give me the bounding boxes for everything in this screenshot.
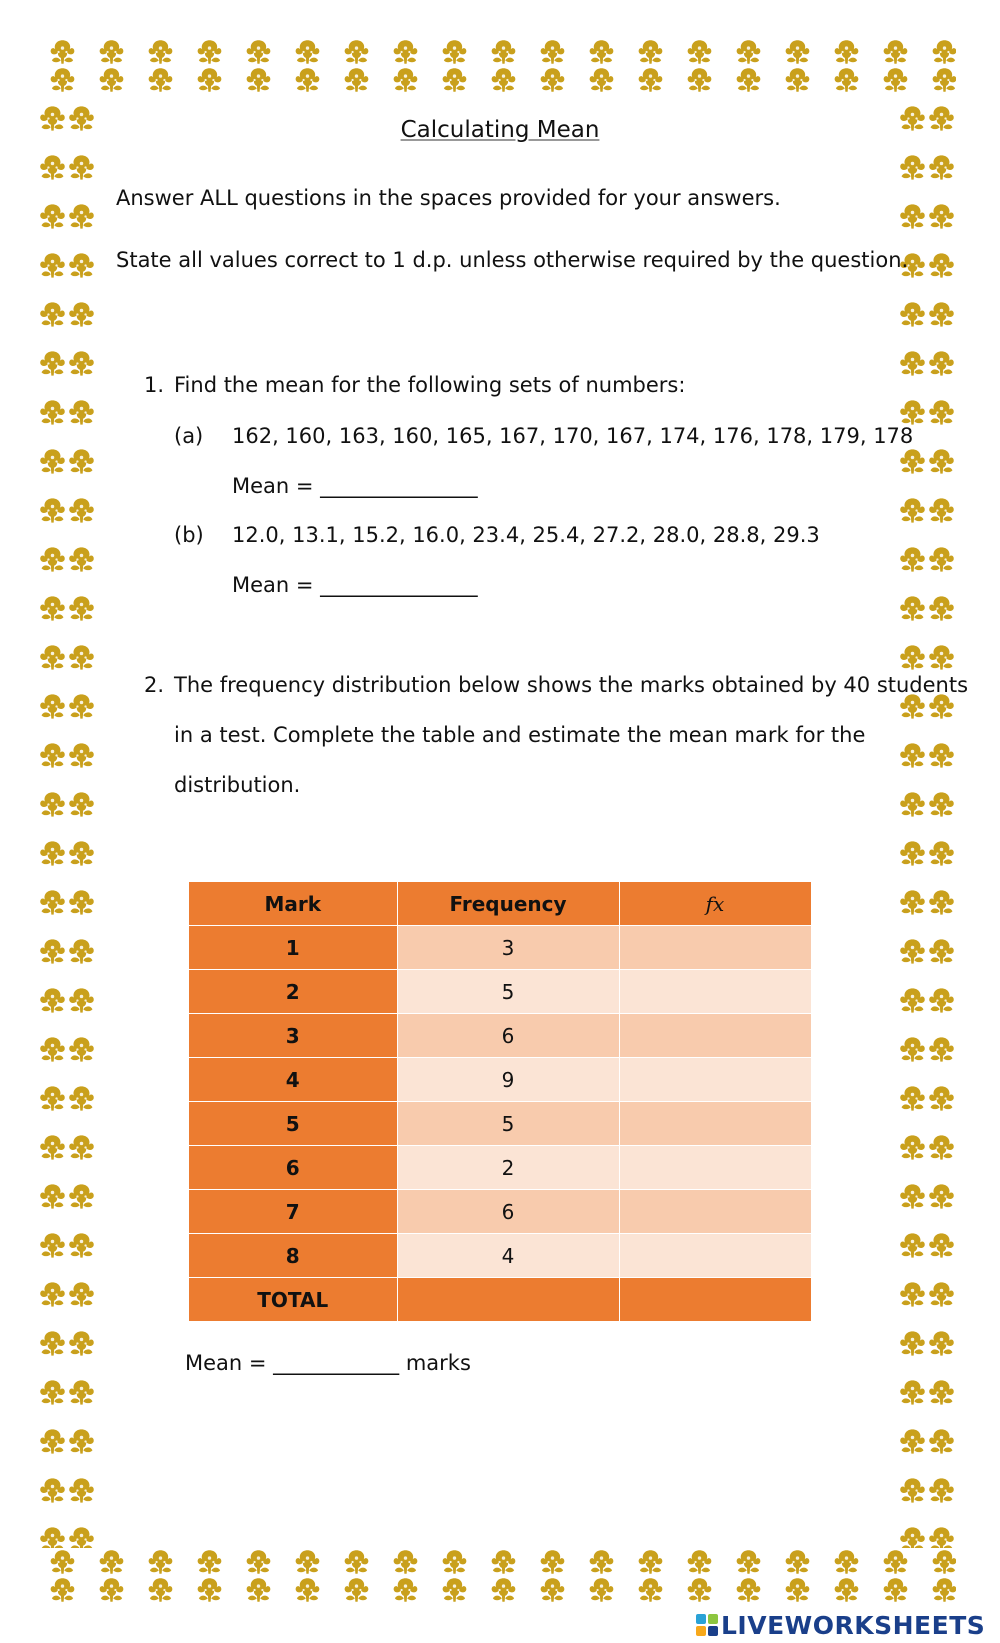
question-1-number: 1. xyxy=(144,373,165,397)
question-2-line-1: The frequency distribution below shows the marks obtained by 40 students xyxy=(174,673,969,697)
question-1b-label: (b) xyxy=(174,523,204,547)
mark-cell: 5 xyxy=(189,1102,397,1146)
frequency-cell: 9 xyxy=(397,1058,619,1102)
question-1-prompt: Find the mean for the following sets of numbers: xyxy=(174,373,686,397)
frequency-cell: 4 xyxy=(397,1234,619,1278)
frequency-cell: 3 xyxy=(397,926,619,970)
frequency-cell: 2 xyxy=(397,1146,619,1190)
frequency-cell: 6 xyxy=(397,1014,619,1058)
fx-cell[interactable] xyxy=(619,1146,811,1190)
decorative-border-left xyxy=(38,94,96,1548)
frequency-cell: 5 xyxy=(397,970,619,1014)
question-2-number: 2. xyxy=(144,673,165,697)
fx-cell[interactable] xyxy=(619,1102,811,1146)
total-frequency-cell[interactable] xyxy=(397,1278,619,1322)
fx-cell[interactable] xyxy=(619,1234,811,1278)
logo-text: LIVEWORKSHEETS xyxy=(721,1610,986,1640)
table-row xyxy=(189,926,811,970)
mark-cell: 6 xyxy=(189,1146,397,1190)
question-2-line-2: in a test. Complete the table and estimate the mean mark for the xyxy=(174,723,866,747)
table-row xyxy=(189,1190,811,1234)
question-1a-label: (a) xyxy=(174,424,204,448)
mean-answer-line[interactable]: Mean = ____________ marks xyxy=(185,1351,471,1375)
instruction-line-1: Answer ALL questions in the spaces provided for your answers. xyxy=(116,186,781,210)
frequency-cell: 5 xyxy=(397,1102,619,1146)
frequency-table xyxy=(189,882,812,1322)
instruction-line-2: State all values correct to 1 d.p. unless otherwise required by the question. xyxy=(116,248,909,272)
header-fx: 𝑓𝑥 xyxy=(619,882,811,926)
table-row xyxy=(189,1146,811,1190)
mark-cell: 7 xyxy=(189,1190,397,1234)
frequency-cell: 6 xyxy=(397,1190,619,1234)
fx-cell[interactable] xyxy=(619,1058,811,1102)
question-1a-numbers: 162, 160, 163, 160, 165, 167, 170, 167, 174, 176, 178, 179, 178 xyxy=(232,424,914,448)
question-2-line-3: distribution. xyxy=(174,773,301,797)
table-total-row xyxy=(189,1278,811,1322)
decorative-border-bottom xyxy=(38,1548,956,1604)
table-row xyxy=(189,970,811,1014)
fx-cell[interactable] xyxy=(619,1190,811,1234)
table-row xyxy=(189,1058,811,1102)
decorative-border-right xyxy=(898,94,956,1548)
fx-cell[interactable] xyxy=(619,970,811,1014)
mark-cell: 1 xyxy=(189,926,397,970)
mark-cell: 3 xyxy=(189,1014,397,1058)
table-row xyxy=(189,1234,811,1278)
mark-cell: 2 xyxy=(189,970,397,1014)
table-row xyxy=(189,1102,811,1146)
table-row xyxy=(189,1014,811,1058)
header-frequency: Frequency xyxy=(397,882,619,926)
mark-cell: 8 xyxy=(189,1234,397,1278)
fx-cell[interactable] xyxy=(619,1014,811,1058)
header-mark: Mark xyxy=(189,882,397,926)
table-header-row xyxy=(189,882,811,926)
question-1a-answer-line[interactable]: Mean = _______________ xyxy=(232,474,478,498)
logo-grid-icon xyxy=(696,1614,718,1636)
liveworksheets-logo xyxy=(696,1610,985,1640)
total-label: TOTAL xyxy=(189,1278,397,1322)
fx-cell[interactable] xyxy=(619,926,811,970)
question-1b-numbers: 12.0, 13.1, 15.2, 16.0, 23.4, 25.4, 27.2, 28.0, 28.8, 29.3 xyxy=(232,523,820,547)
page-title: Calculating Mean xyxy=(400,117,600,143)
mark-cell: 4 xyxy=(189,1058,397,1102)
total-fx-cell[interactable] xyxy=(619,1278,811,1322)
decorative-border-top xyxy=(38,38,956,94)
question-1b-answer-line[interactable]: Mean = _______________ xyxy=(232,573,478,597)
